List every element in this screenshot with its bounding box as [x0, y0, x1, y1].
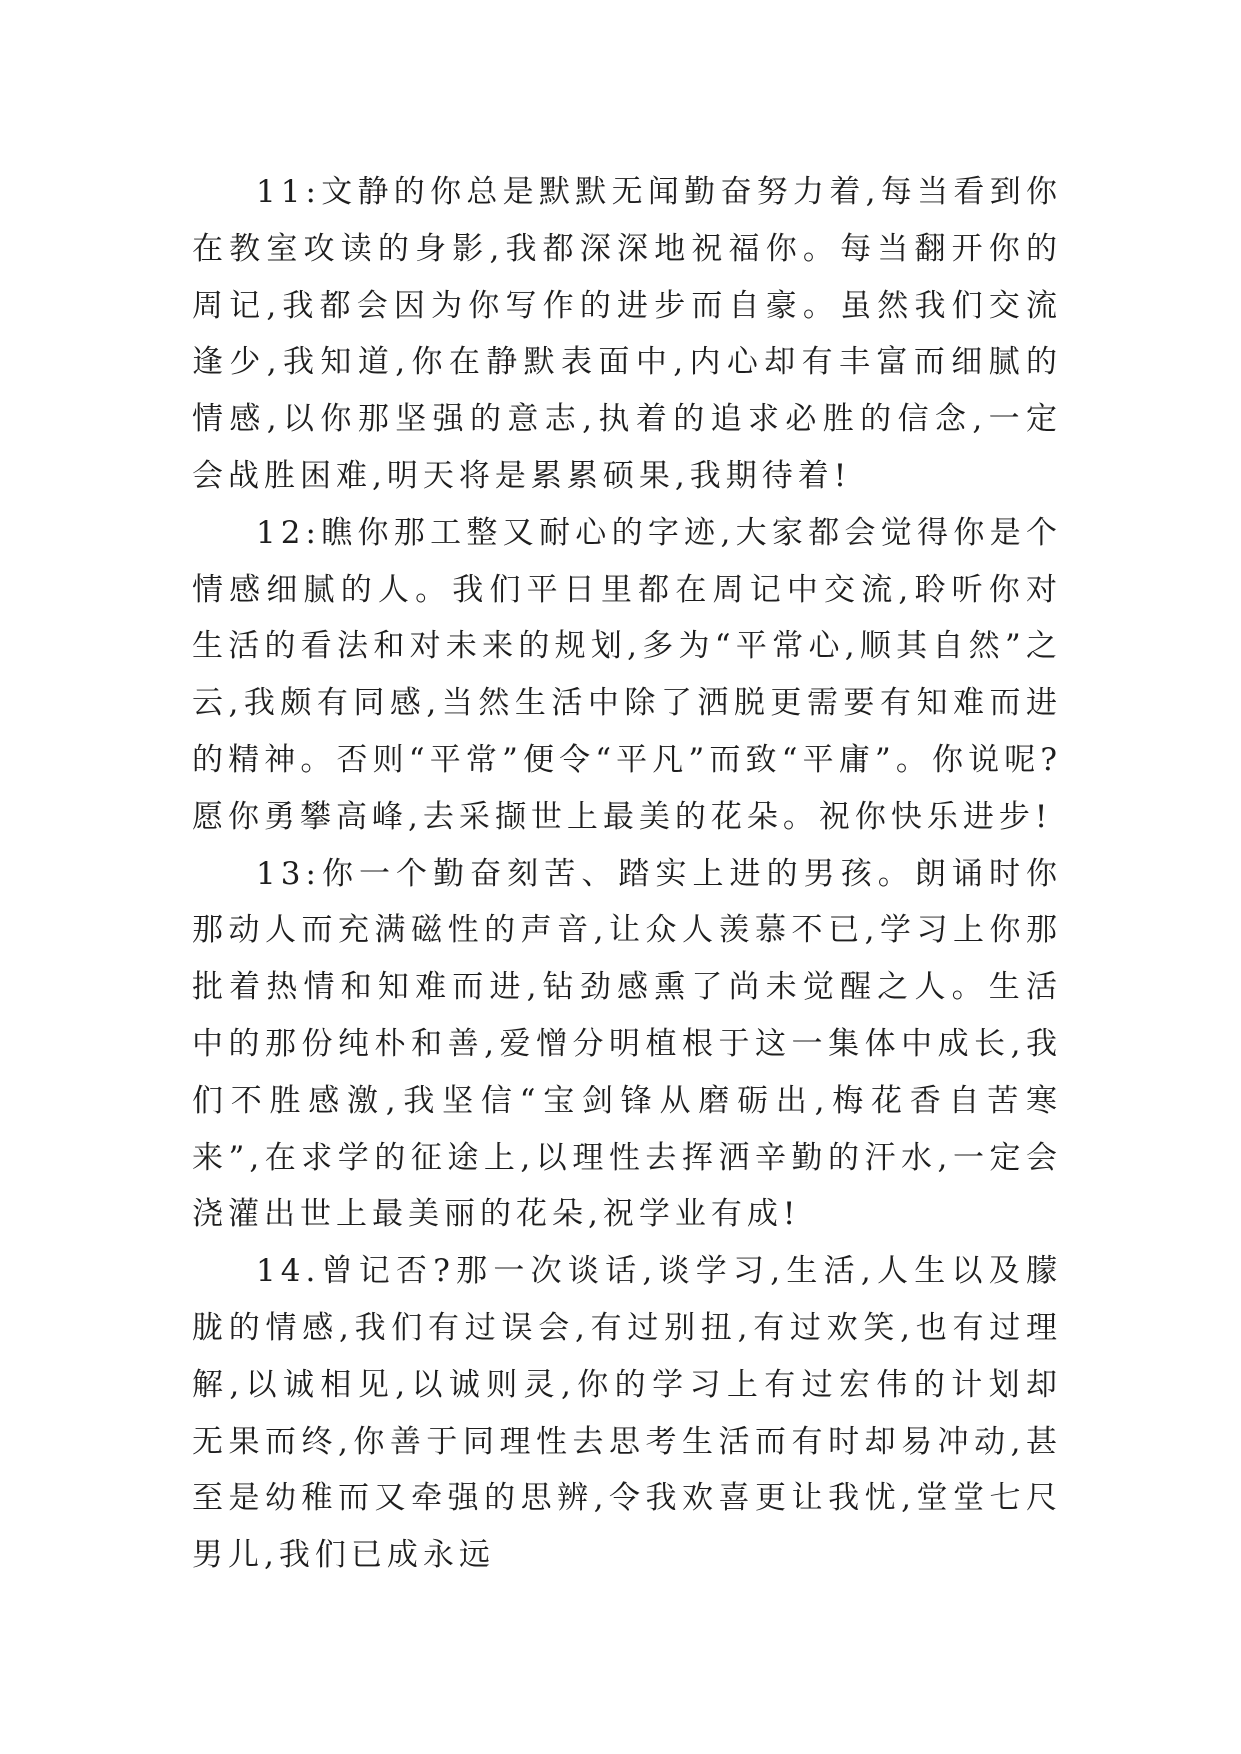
- paragraph-14: 14.曾记否?那一次谈话,谈学习,生活,人生以及朦胧的情感,我们有过误会,有过别扭,有过欢笑,也有过理解,以诚相见,以诚则灵,你的学习上有过宏伟的计划却无果而终,你善于同理性去思考生活而有时却易冲动,甚至是幼稚而又牵强的思辨,令我欢喜更让我忧,堂堂七尺男儿,我们已成永远: [192, 1253, 1062, 1574]
- paragraph-13: 13:你一个勤奋刻苦、踏实上进的男孩。朗诵时你那动人而充满磁性的声音,让众人羡慕不已,学习上你那批着热情和知难而进,钻劲感熏了尚未觉醒之人。生活中的那份纯朴和善,爱憎分明植根于这一集体中成长,我们不胜感激,我坚信“宝剑锋从磨砺出,梅花香自苦寒来”,在求学的征途上,以理性去挥洒辛勤的汗水,一定会浇灌出世上最美丽的花朵,祝学业有成!: [192, 855, 1062, 1233]
- paragraph-11: 11:文静的你总是默默无闻勤奋努力着,每当看到你在教室攻读的身影,我都深深地祝福你。每当翻开你的周记,我都会因为你写作的进步而自豪。虽然我们交流逢少,我知道,你在静默表面中,内心却有丰富而细腻的情感,以你那坚强的意志,执着的追求必胜的信念,一定会战胜困难,明天将是累累硕果,我期待着!: [192, 174, 1062, 494]
- paragraph-12: 12:瞧你那工整又耐心的字迹,大家都会觉得你是个情感细腻的人。我们平日里都在周记中交流,聆听你对生活的看法和对未来的规划,多为“平常心,顺其自然”之云,我颇有同感,当然生活中除了洒脱更需要有知难而进的精神。否则“平常”便令“平凡”而致“平庸”。你说呢?愿你勇攀高峰,去采撷世上最美的花朵。祝你快乐进步!: [192, 514, 1062, 835]
- document-body: [192, 164, 1062, 1584]
